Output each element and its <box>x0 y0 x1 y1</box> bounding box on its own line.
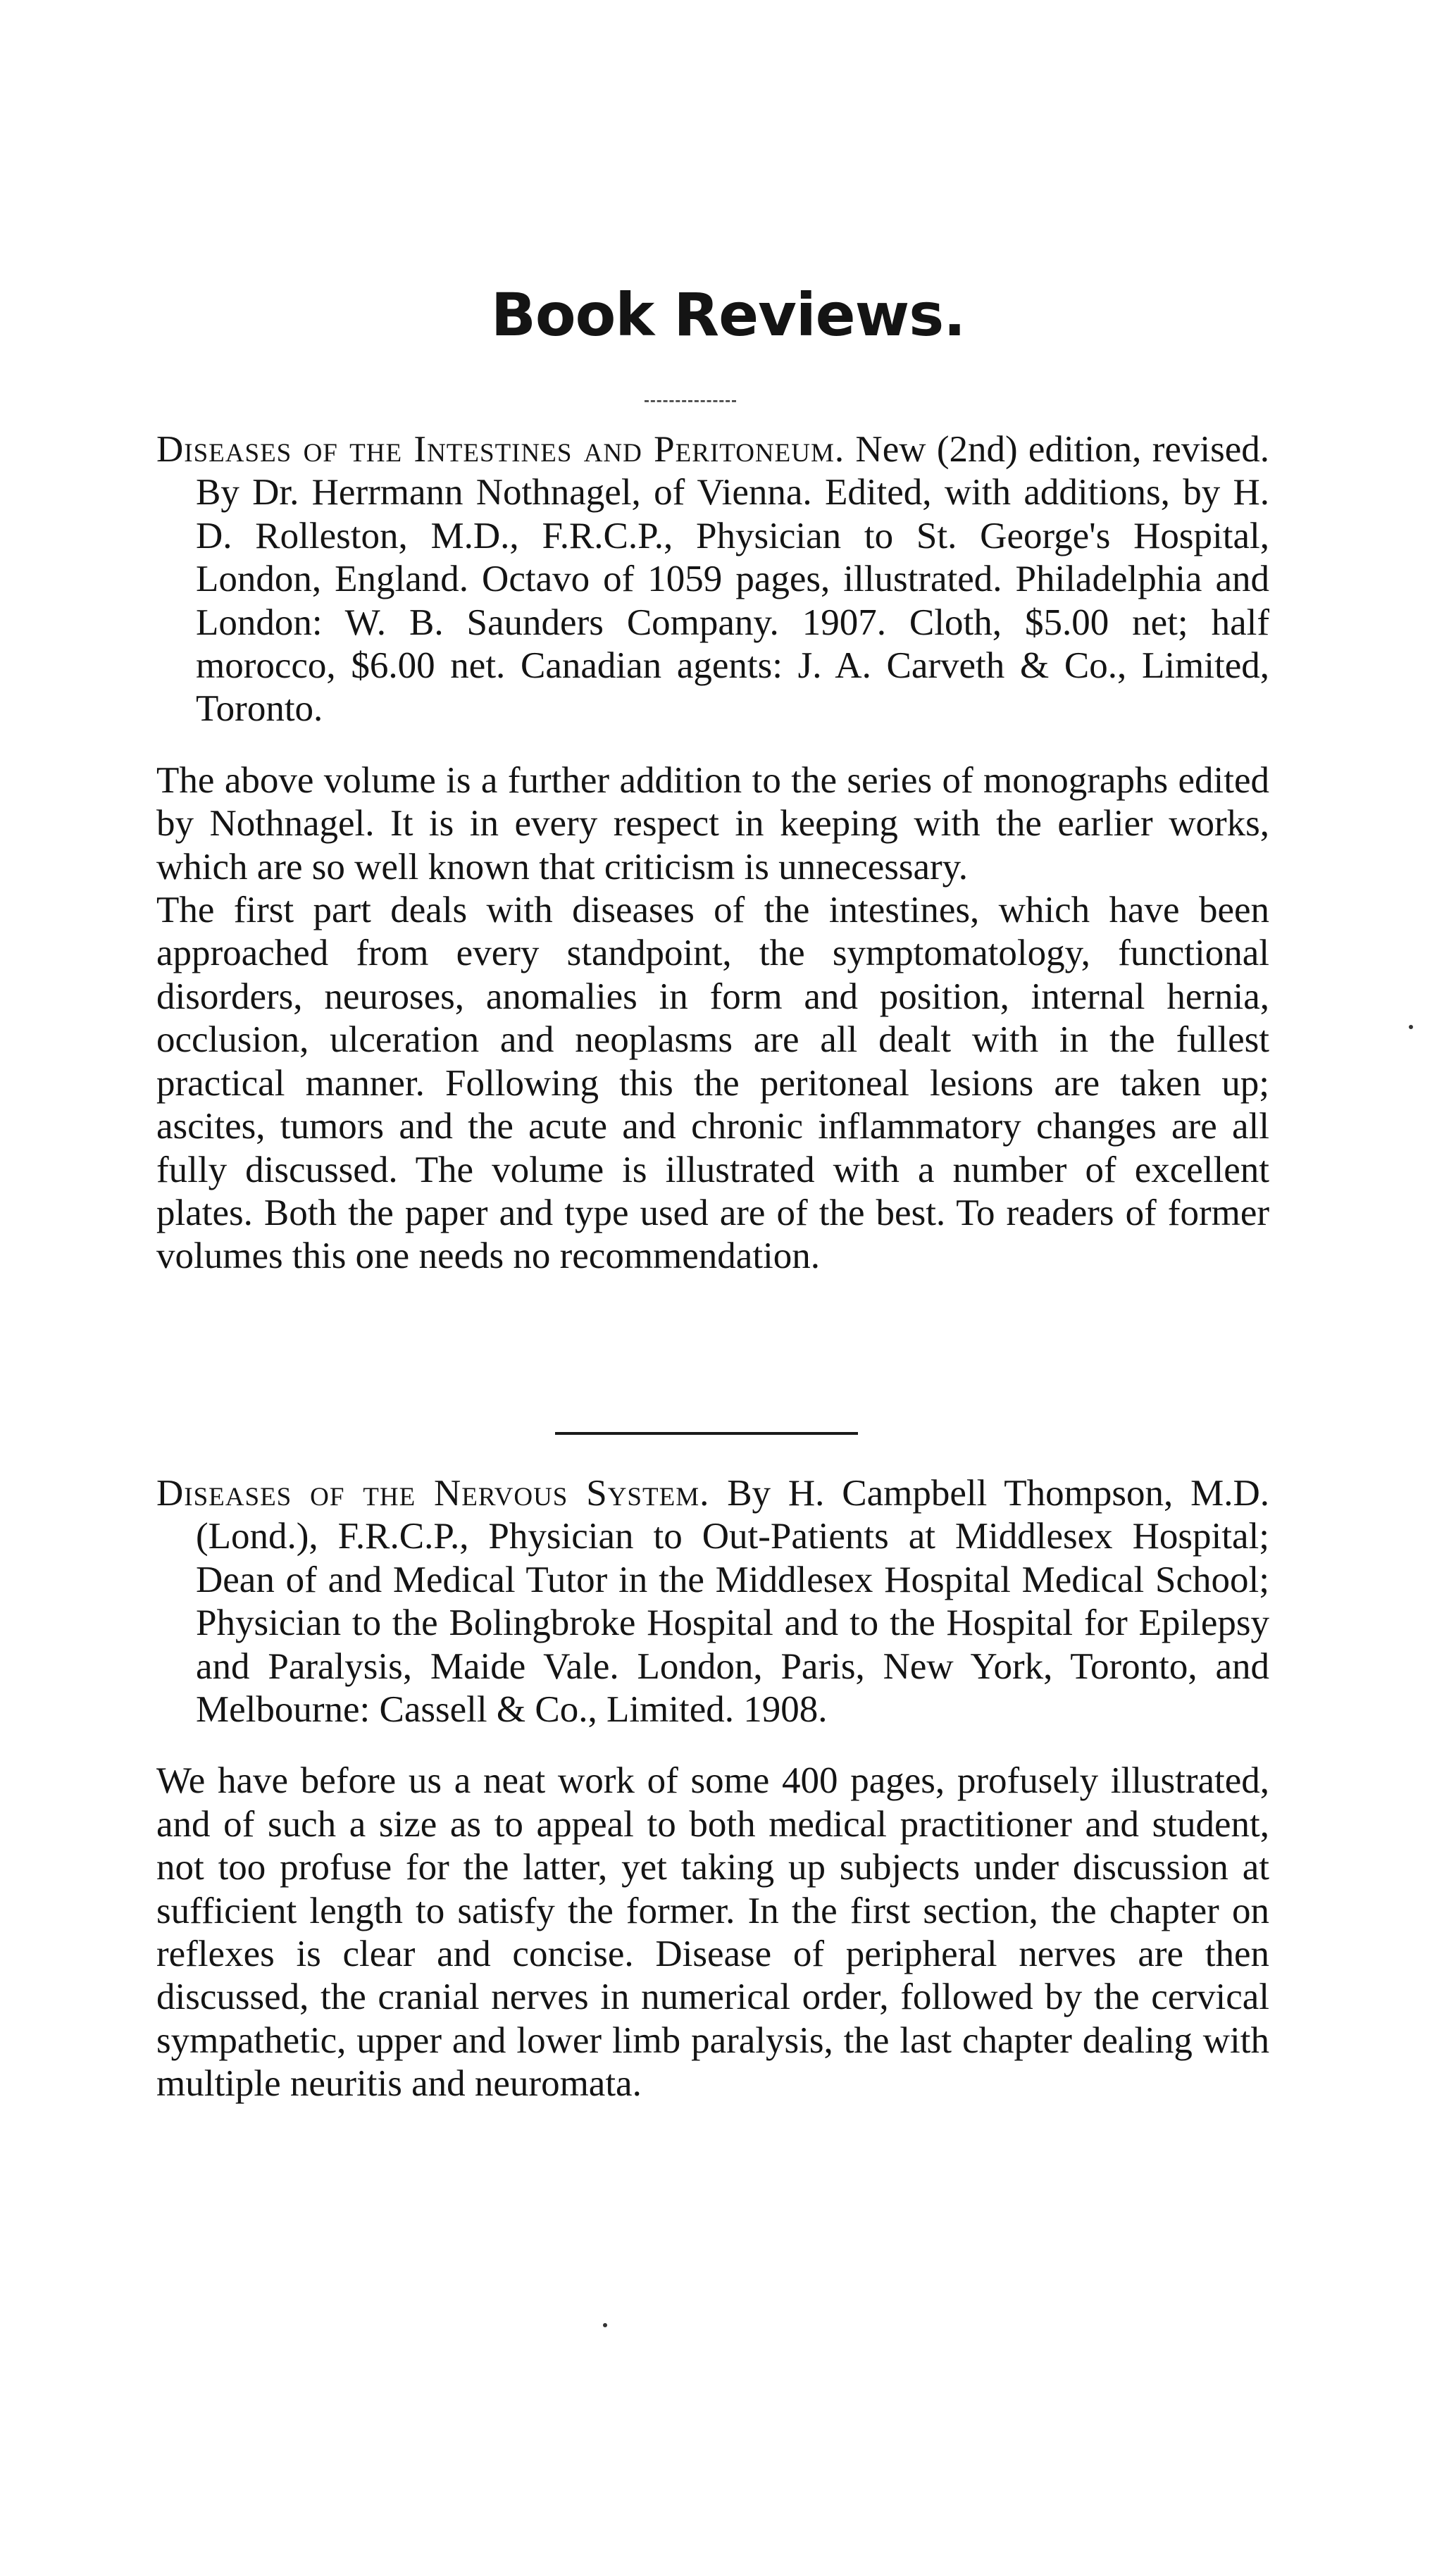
citation-details: By H. Campbell Thompson, M.D. (Lond.), F.R.C.P., Physician to Out-Patients at Middlesex Hospital; Dean of and Medical Tutor in the Middlesex Hospital Medical School; Physician to the Bolingbroke Hospital and to the Hospital for Epilepsy and Paralysis, Maide Vale. London, Paris, New York, Toronto, and Melbourne: Cassell & Co., Limited. 1908. <box>196 1473 1269 1731</box>
section-divider <box>555 1432 858 1435</box>
review-paragraph: We have before us a neat work of some 400 pages, profusely illustrated, and of such a size as to appeal to both medical practitioner and student, not too profuse for the latter, yet taking up subjects under discussion at sufficient length to satisfy the former. In the first section, the chapter on reflexes is clear and concise. Disease of peripheral nerves are then discussed, the cranial nerves in numerical order, followed by the cervical sympathetic, upper and lower limb paralysis, the last chapter dealing with multiple neuritis and neuromata. <box>156 1760 1269 2105</box>
citation-details: New (2nd) edition, revised. By Dr. Herrmann Nothnagel, of Vienna. Edited, with additions, by H. D. Rolleston, M.D., F.R.C.P., Physician to St. George's Hospital, London, England. Octavo of 1059 pages, illustrated. Philadelphia and London: W. B. Saunders Company. 1907. Cloth, $5.00 net; half morocco, $6.00 net. Canadian agents: J. A. Carveth & Co., Limited, Toronto. <box>196 429 1269 730</box>
footer-speck <box>603 2323 607 2327</box>
heading-ornament <box>645 400 736 402</box>
review-citation <box>156 1472 1269 1731</box>
margin-speck <box>1409 1025 1413 1029</box>
review-citation <box>156 428 1269 731</box>
citation-title: Diseases of the Intestines and Peritoneum. <box>156 429 845 470</box>
page-heading: Book Reviews. <box>490 280 966 349</box>
review-paragraph: The above volume is a further addition to the series of monographs edited by Nothnagel. It is in every respect in keeping with the earlier works, which are so well known that criticism is unnecessary. <box>156 759 1269 888</box>
citation-title: Diseases of the Nervous System. <box>156 1473 710 1514</box>
review-intestines <box>156 428 1269 1278</box>
review-paragraph: The first part deals with diseases of the intestines, which have been approached from every standpoint, the symptomatology, functional disorders, neuroses, anomalies in form and position, internal hernia, occlusion, ulceration and neoplasms are all dealt with in the fullest practical manner. Following this the peritoneal lesions are taken up; ascites, tumors and the acute and chronic inflammatory changes are all fully discussed. The volume is illustrated with a number of excellent plates. Both the paper and type used are of the best. To readers of former volumes this one needs no recommendation. <box>156 890 1269 1277</box>
review-nervous-system <box>156 1472 1269 2106</box>
